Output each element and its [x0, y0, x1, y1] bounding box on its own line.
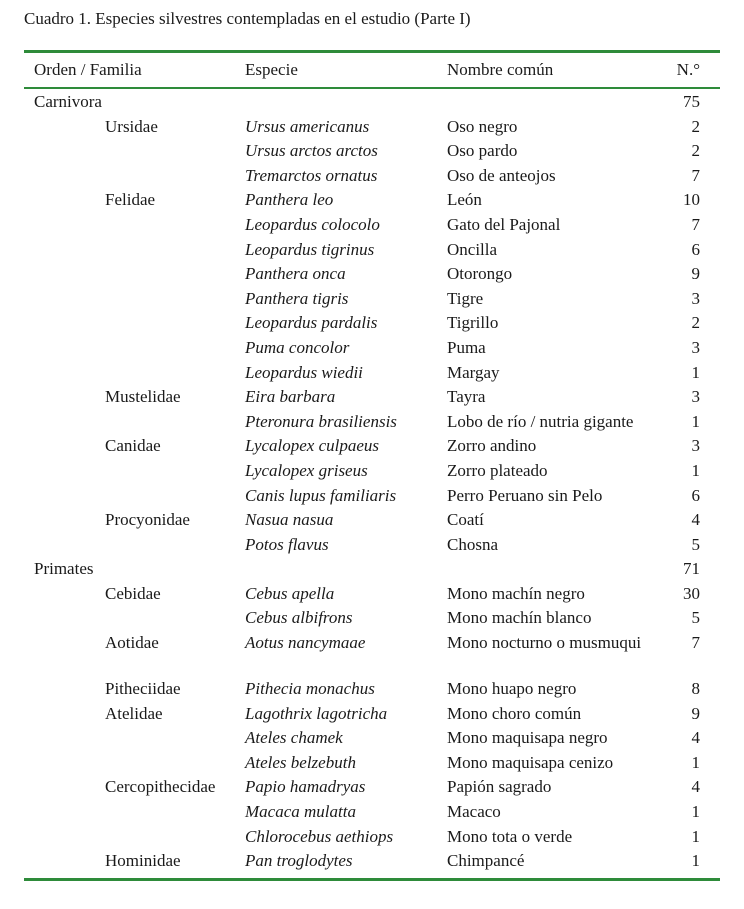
cell-species: Tremarctos ornatus: [245, 165, 378, 185]
table-row: [24, 825, 720, 850]
table-row: [24, 262, 720, 287]
cell-common-name: Mono nocturno o musmuqui: [447, 633, 642, 653]
cell-count: 2: [691, 141, 700, 161]
cell-common-name: Gato del Pajonal: [447, 214, 561, 234]
cell-common-name: Lobo de río / nutria gigante: [447, 411, 634, 431]
cell-count: 9: [691, 264, 700, 284]
cell-common-name: Mono machín blanco: [447, 608, 592, 628]
table-row: [24, 115, 720, 140]
cell-species: Panthera tigris: [245, 288, 349, 308]
cell-common-name: Perro Peruano sin Pelo: [447, 485, 603, 505]
header-order-family: Orden / Familia: [34, 60, 142, 79]
cell-species: Papio hamadryas: [245, 777, 366, 797]
cell-species: Pteronura brasiliensis: [245, 411, 397, 431]
cell-count: 9: [691, 703, 700, 723]
cell-species: Chlorocebus aethiops: [245, 826, 394, 846]
cell-species: Leopardus pardalis: [245, 313, 378, 333]
cell-species: Lagothrix lagotricha: [245, 703, 388, 723]
cell-species: Pan troglodytes: [245, 851, 353, 871]
cell-count: 3: [691, 387, 700, 407]
table-row: [24, 751, 720, 776]
table-row: [24, 311, 720, 336]
table-row: [24, 139, 720, 164]
table-row: [24, 188, 720, 213]
cell-common-name: Oso pardo: [447, 141, 518, 161]
cell-count: 71: [683, 559, 700, 579]
table-row: [24, 164, 720, 189]
table-row: [24, 849, 720, 874]
table-row: [24, 606, 720, 631]
cell-family: Hominidae: [105, 851, 181, 871]
table-row: [24, 508, 720, 533]
cell-common-name: Puma: [447, 337, 486, 357]
cell-species: Leopardus colocolo: [245, 214, 380, 234]
cell-count: 5: [691, 608, 700, 628]
cell-species: Panthera leo: [245, 190, 334, 210]
cell-count: 3: [691, 436, 700, 456]
cell-count: 1: [691, 851, 700, 871]
cell-count: 1: [691, 802, 700, 822]
cell-family: Felidae: [105, 190, 156, 210]
table-row: [24, 800, 720, 825]
cell-common-name: Oso de anteojos: [447, 165, 556, 185]
cell-family: Procyonidae: [105, 510, 190, 530]
table-row: [24, 582, 720, 607]
cell-count: 2: [691, 116, 700, 136]
table-row: [24, 385, 720, 410]
cell-common-name: Otorongo: [447, 264, 513, 284]
cell-species: Ateles belzebuth: [245, 752, 356, 772]
cell-common-name: León: [447, 190, 482, 210]
cell-count: 1: [691, 411, 700, 431]
cell-common-name: Mono machín negro: [447, 583, 585, 603]
cell-family: Ursidae: [105, 116, 158, 136]
cell-species: Leopardus tigrinus: [245, 239, 375, 259]
cell-common-name: Mono huapo negro: [447, 679, 577, 699]
table-row: [24, 533, 720, 558]
cell-species: Ateles chamek: [245, 728, 343, 748]
cell-species: Panthera onca: [245, 264, 346, 284]
cell-family: Pitheciidae: [105, 679, 181, 699]
cell-count: 10: [683, 190, 700, 210]
cell-family: Mustelidae: [105, 387, 181, 407]
cell-common-name: Tigrillo: [447, 313, 499, 333]
table-row: [24, 677, 720, 702]
table-row: [24, 631, 720, 677]
table-caption: Cuadro 1. Especies silvestres contempladas en el estudio (Parte I): [24, 9, 471, 28]
header-species: Especie: [245, 60, 298, 79]
table-row: [24, 459, 720, 484]
cell-species: Cebus albifrons: [245, 608, 353, 628]
species-table: [24, 50, 720, 881]
cell-common-name: Papión sagrado: [447, 777, 552, 797]
cell-common-name: Tigre: [447, 288, 484, 308]
cell-count: 7: [691, 633, 700, 653]
cell-species: Canis lupus familiaris: [245, 485, 397, 505]
cell-count: 1: [691, 362, 700, 382]
cell-order: Carnivora: [34, 92, 102, 111]
cell-species: Nasua nasua: [245, 510, 334, 530]
cell-count: 3: [691, 288, 700, 308]
table-row: [24, 775, 720, 800]
cell-common-name: Mono choro común: [447, 703, 582, 723]
cell-common-name: Oncilla: [447, 239, 498, 259]
cell-count: 5: [691, 534, 700, 554]
table-row: [24, 213, 720, 238]
cell-common-name: Zorro plateado: [447, 460, 548, 480]
cell-species: Ursus arctos arctos: [245, 141, 378, 161]
cell-common-name: Chimpancé: [447, 851, 525, 871]
cell-common-name: Mono maquisapa cenizo: [447, 752, 614, 772]
cell-count: 30: [683, 583, 700, 603]
cell-species: Lycalopex griseus: [245, 460, 368, 480]
cell-species: Cebus apella: [245, 583, 335, 603]
cell-common-name: Tayra: [447, 387, 486, 407]
cell-order: Primates: [34, 559, 94, 579]
cell-species: Macaca mulatta: [245, 802, 356, 822]
cell-common-name: Coatí: [447, 510, 484, 530]
cell-species: Puma concolor: [245, 337, 350, 357]
cell-count: 3: [691, 337, 700, 357]
cell-count: 1: [691, 752, 700, 772]
cell-species: Aotus nancymaae: [245, 633, 366, 653]
cell-count: 6: [691, 485, 700, 505]
cell-count: 4: [691, 728, 700, 748]
cell-count: 1: [691, 826, 700, 846]
cell-species: Potos flavus: [245, 534, 329, 554]
cell-common-name: Macaco: [447, 802, 501, 822]
table-row: [24, 238, 720, 263]
table-row: [24, 484, 720, 509]
cell-species: Leopardus wiedii: [245, 362, 363, 382]
cell-family: Cercopithecidae: [105, 777, 216, 797]
table-row: [24, 726, 720, 751]
cell-family: Cebidae: [105, 583, 161, 603]
cell-common-name: Mono tota o verde: [447, 826, 573, 846]
cell-species: Lycalopex culpaeus: [245, 436, 380, 456]
header-count: N.°: [676, 60, 700, 79]
cell-count: 7: [691, 165, 700, 185]
cell-count: 2: [691, 313, 700, 333]
table-row: [24, 90, 720, 115]
cell-common-name: Margay: [447, 362, 500, 382]
table-row: [24, 361, 720, 386]
cell-family: Atelidae: [105, 703, 163, 723]
cell-count: 4: [691, 777, 700, 797]
cell-family: Aotidae: [105, 633, 159, 653]
cell-common-name: Mono maquisapa negro: [447, 728, 608, 748]
cell-count: 6: [691, 239, 700, 259]
cell-count: 8: [691, 679, 700, 699]
cell-common-name: Chosna: [447, 534, 498, 554]
cell-species: Eira barbara: [245, 387, 336, 407]
table-row: [24, 702, 720, 727]
table-body: [24, 89, 720, 874]
cell-species: Pithecia monachus: [245, 679, 375, 699]
table-row: [24, 434, 720, 459]
cell-common-name: Zorro andino: [447, 436, 537, 456]
cell-count: 4: [691, 510, 700, 530]
cell-common-name: Oso negro: [447, 116, 518, 136]
table-bottom-rule: [24, 878, 720, 881]
header-common-name: Nombre común: [447, 60, 554, 79]
cell-count: 1: [691, 460, 700, 480]
cell-count: 7: [691, 214, 700, 234]
table-header-row: [24, 53, 720, 87]
cell-count: 75: [683, 92, 700, 111]
cell-species: Ursus americanus: [245, 116, 370, 136]
cell-family: Canidae: [105, 436, 161, 456]
table-row: [24, 557, 720, 582]
table-row: [24, 336, 720, 361]
table-row: [24, 410, 720, 435]
table-row: [24, 287, 720, 312]
